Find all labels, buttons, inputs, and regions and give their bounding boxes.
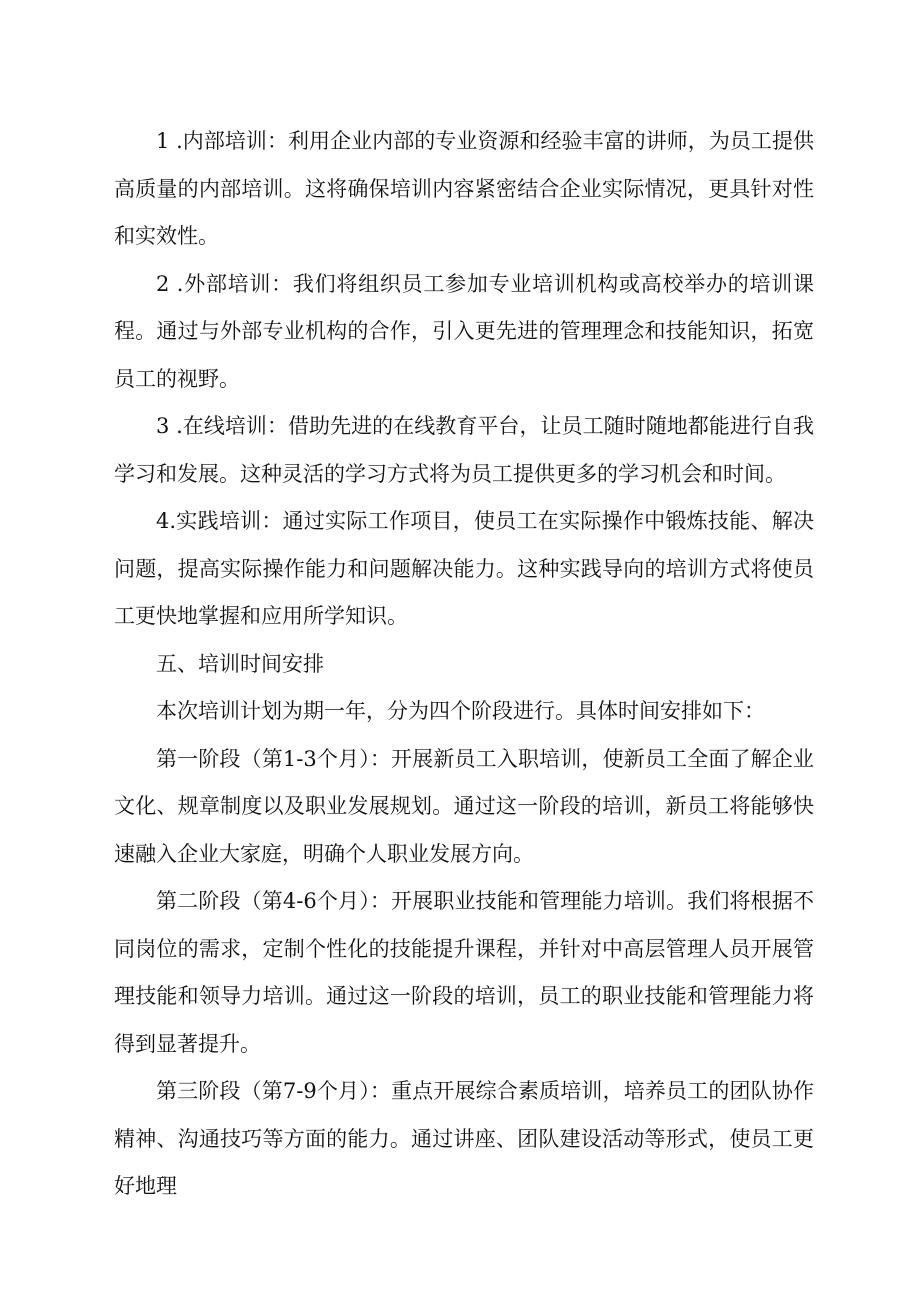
paragraph-online-training: 3 .在线培训：借助先进的在线教育平台，让员工随时随地都能进行自我学习和发展。这种灵活的学习方式将为员工提供更多的学习机会和时间。 (114, 414, 814, 486)
paragraph-external-training: 2 .外部培训：我们将组织员工参加专业培训机构或高校举办的培训课程。通过与外部专业机构的合作，引入更先进的管理理念和技能知识，拓宽员工的视野。 (114, 271, 814, 391)
section-heading-schedule: 五、培训时间安排 (156, 651, 324, 676)
document-body (114, 118, 814, 1211)
paragraph-schedule-intro: 本次培训计划为期一年，分为四个阶段进行。具体时间安排如下： (156, 699, 765, 723)
paragraph-internal-training: 1 .内部培训：利用企业内部的专业资源和经验丰富的讲师，为员工提供高质量的内部培训。这将确保培训内容紧密结合企业实际情况，更具针对性和实效性。 (114, 129, 814, 248)
paragraph-phase-three: 第三阶段（第7-9个月）：重点开展综合素质培训，培养员工的团队协作精神、沟通技巧等方面的能力。通过讲座、团队建设活动等形式，使员工更好地理 (114, 1079, 814, 1198)
paragraph-practical-training: 4.实践培训：通过实际工作项目，使员工在实际操作中锻炼技能、解决问题，提高实际操作能力和问题解决能力。这种实践导向的培训方式将使员工更快地掌握和应用所学知识。 (114, 509, 814, 628)
paragraph-phase-one: 第一阶段（第1-3个月）：开展新员工入职培训，使新员工全面了解企业文化、规章制度以及职业发展规划。通过这一阶段的培训，新员工将能够快速融入企业大家庭，明确个人职业发展方向。 (114, 746, 814, 866)
paragraph-phase-two: 第二阶段（第4-6个月）：开展职业技能和管理能力培训。我们将根据不同岗位的需求，定制个性化的技能提升课程，并针对中高层管理人员开展管理技能和领导力培训。通过这一阶段的培训，员工的职业技能和管理能力将得到显著提升。 (114, 889, 814, 1056)
